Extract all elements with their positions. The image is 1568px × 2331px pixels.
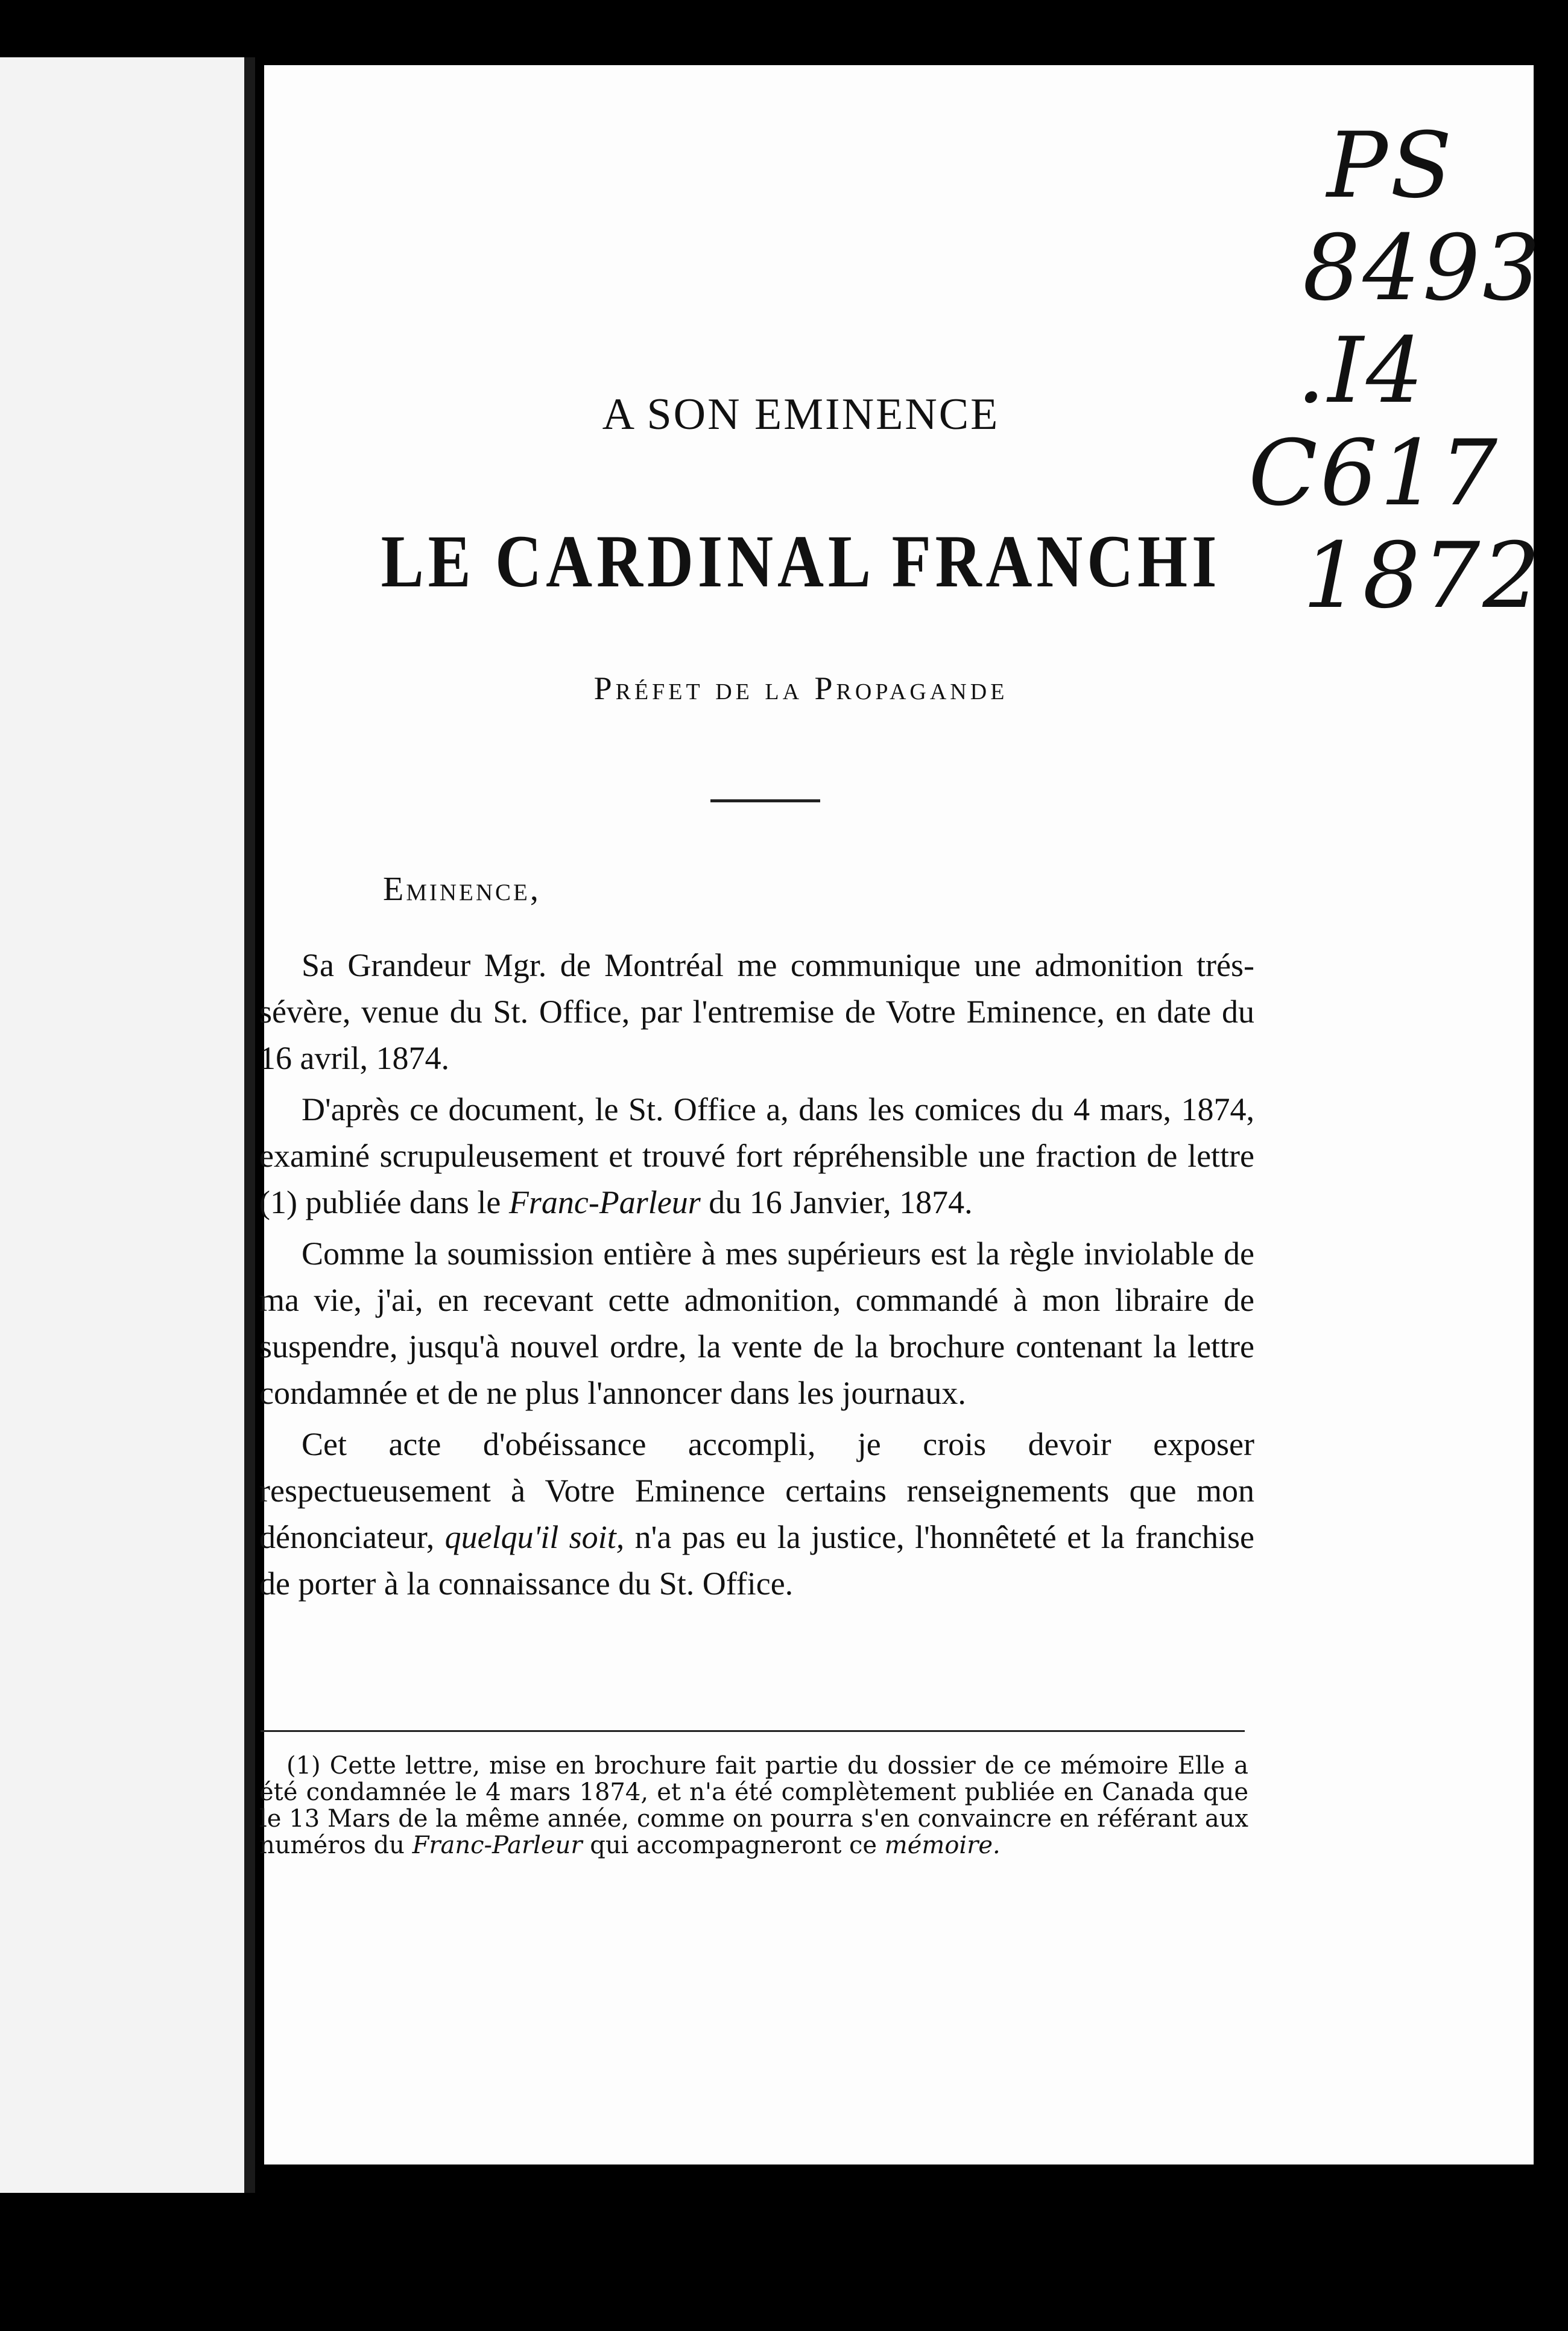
paragraph-2-text-a: D'après ce document, le St. Office a, dans les comices du 4 mars, 1874, examiné scrupuleusement et trouvé fort répréhensible une fraction de lettre (1) publiée dans le	[259, 1091, 1254, 1220]
letter-body	[259, 942, 1254, 1612]
footnote	[259, 1752, 1248, 1859]
paragraph-2	[259, 1086, 1254, 1226]
dedication-heading: A SON EMINENCE	[602, 390, 1000, 439]
title-divider	[710, 799, 820, 802]
salutation: Eminence,	[383, 871, 541, 908]
paragraph-4-text-a: Cet acte d'obéissance accompli, je crois devoir exposer respectueusement à Votre Eminence certains renseignements que mon dénonciateur,	[259, 1426, 1254, 1555]
paragraph-1: Sa Grandeur Mgr. de Montréal me communique une admonition trés-sévère, venue du St. Office, par l'entremise de Votre Eminence, en date du 16 avril, 1874.	[259, 947, 1254, 1076]
prefet-subtitle: Préfet de la Propagande	[593, 670, 1008, 706]
handwritten-call-number	[1230, 113, 1543, 629]
call-number-line: PS	[1327, 113, 1455, 218]
paragraph-4-text-b: n'a pas eu la justice, l'honnêteté et la franchise de porter à la connaissance du St. Office.	[259, 1519, 1255, 1602]
paragraph-3: Comme la soumission entière à mes supérieurs est la règle inviolable de ma vie, j'ai, en recevant cette admonition, commandé à mon libraire de suspendre, jusqu'à nouvel ordre, la vente de la brochure contenant la lettre condamnée et de ne plus l'annoncer dans les journaux.	[259, 1235, 1254, 1411]
facing-page	[0, 57, 255, 2193]
call-number-line: .I4	[1297, 319, 1426, 423]
paragraph-2-text-b: du 16 Janvier, 1874.	[700, 1184, 973, 1220]
footnote-text	[259, 1752, 1248, 1859]
footnote-italic-2: mémoire.	[884, 1832, 1001, 1859]
call-number-line: 1872	[1303, 524, 1543, 629]
paragraph-4	[259, 1421, 1254, 1607]
footnote-italic-1: Franc-Parleur	[412, 1832, 583, 1859]
call-number-line: C617	[1248, 421, 1500, 526]
footnote-text-a: (1) Cette lettre, mise en brochure fait partie du dossier de ce mémoire Elle a été condamnée le 4 mars 1874, et n'a été complètement publiée en Canada que le 13 Mars de la même année, comme on pourra s'en convaincre en référant aux numéros du	[259, 1752, 1248, 1859]
cardinal-title: LE CARDINAL FRANCHI	[381, 520, 1221, 603]
footnote-divider	[261, 1730, 1245, 1732]
paragraph-4-italic: quelqu'il soit,	[444, 1519, 625, 1555]
paragraph-2-italic: Franc-Parleur	[508, 1184, 701, 1220]
footnote-text-b: qui accompagneront ce	[582, 1832, 885, 1859]
call-number-line: 8493	[1303, 216, 1543, 321]
